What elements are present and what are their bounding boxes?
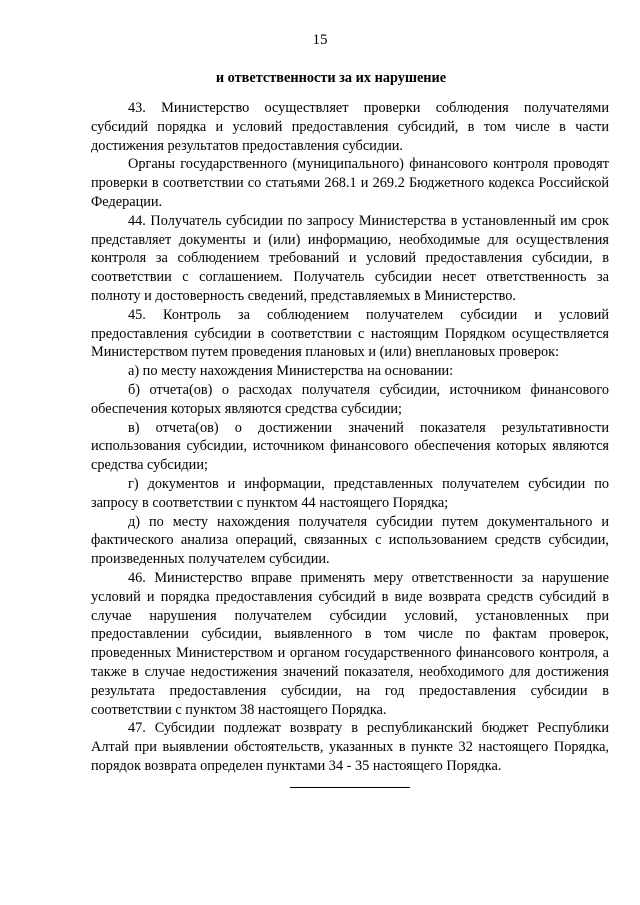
paragraph-45-a: а) по месту нахождения Министерства на основании: (128, 363, 454, 380)
paragraph-45-b: б) отчета(ов) о расходах получателя субсидии, источником финансового обеспечения которых являются средства субсидии; (91, 381, 609, 417)
page-number: 15 (312, 32, 328, 48)
paragraph-46: 46. Министерство вправе применять меру ответственности за нарушение условий и порядка предоставления субсидий в виде возврата средств субсидий в случае нарушения получателем субсидии условий, установленных при предоставлении субсидии, выявленного в том числе по фактам проверок, проведенных Министерством и органом государственного финансового контроля, а также в случае недостижения значений показателя, необходимого для достижения результата предоставления субсидии, на год предоставления субсидии в соответствии с пунктом 38 настоящего Порядка. (91, 569, 609, 718)
paragraph-47: 47. Субсидии подлежат возврату в республиканский бюджет Республики Алтай при выявлении обстоятельств, указанных в пункте 32 настоящего Порядка, порядок возврата определен пунктами 34 - 35 настоящего Порядка. (91, 720, 609, 774)
paragraph-45: 45. Контроль за соблюдением получателем субсидии и условий предоставления субсидии в соответствии с настоящим Порядком осуществляется Министерством путем проведения плановых и (или) внеплановых проверок: (91, 306, 609, 361)
paragraph-financial-control: Органы государственного (муниципального) финансового контроля проводят проверки в соответствии со статьями 268.1 и 269.2 Бюджетного кодекса Российской Федерации. (91, 156, 609, 210)
paragraph-45-d: д) по месту нахождения получателя субсидии путем документального и фактического анализа операций, связанных с использованием средств субсидии, произведенных получателем субсидии. (91, 513, 609, 568)
paragraph-43: 43. Министерство осуществляет проверки соблюдения получателями субсидий порядка и условий предоставления субсидий, в том числе в части достижения результатов предоставления субсидии. (91, 100, 609, 154)
section-title: и ответственности за их нарушение (215, 70, 447, 86)
paragraph-45-v: в) отчета(ов) о достижении значений показателя результативности использования субсидии, источником финансового обеспечения которых являются средства субсидии; (91, 419, 609, 474)
paragraph-45-g: г) документов и информации, представленных получателем субсидии по запросу в соответствии с пунктом 44 настоящего Порядка; (91, 475, 609, 511)
document-body (91, 99, 609, 776)
paragraph-44: 44. Получатель субсидии по запросу Министерства в установленный им срок представляет документы и (или) информацию, необходимые для осуществления контроля за соблюдением требований и условий предоставления субсидии, в соответствии с соглашением. Получатель субсидии несет ответственность за полноту и достоверность сведений, представляемых в Министерство. (91, 212, 609, 304)
end-separator-line (290, 787, 410, 788)
